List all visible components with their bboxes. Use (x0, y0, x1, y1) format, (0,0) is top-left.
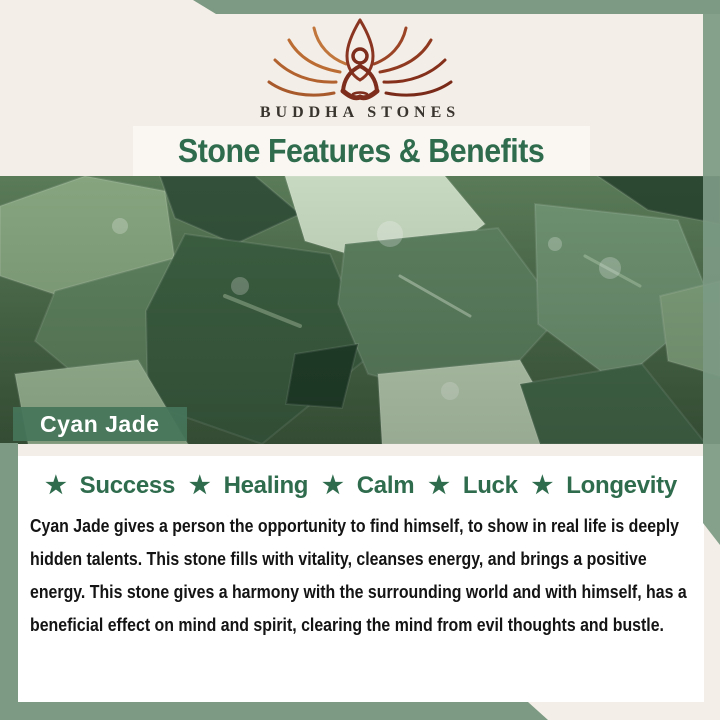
section-title-banner (133, 126, 590, 176)
stone-name-text: Cyan Jade (40, 410, 160, 437)
brand-name: BUDDHA STONES (259, 104, 461, 121)
star-icon: ★ (189, 472, 211, 499)
brand-header (0, 16, 720, 122)
page-title: Stone Features & Benefits (178, 132, 545, 169)
stones-photo (0, 176, 720, 444)
jade-stones-illustration (0, 176, 720, 444)
benefit-label: Longevity (559, 472, 677, 499)
star-icon: ★ (531, 472, 553, 499)
benefit-label: Success (73, 472, 175, 499)
benefits-line (18, 471, 704, 500)
benefit-label: Luck (456, 472, 518, 499)
star-icon: ★ (45, 472, 67, 499)
stone-name-label (13, 407, 187, 441)
star-icon: ★ (428, 472, 450, 499)
benefit-label: Healing (217, 472, 309, 499)
content-panel (18, 456, 704, 702)
frame-ribbon-top (0, 0, 720, 14)
stone-description: Cyan Jade gives a person the opportunity to find himself, to show in real life is deeply hidden talents. This stone fills with vitality, cleanses energy, and brings a positive energy. This stone gives a harmony with the surrounding world and with himself, has a beneficial effect on mind and spirit, clearing the mind from evil thoughts and bustle. (30, 515, 687, 635)
frame-ribbon-right (703, 0, 720, 545)
frame-ribbon-left (0, 443, 18, 720)
star-icon: ★ (322, 472, 344, 499)
frame-ribbon-bottom (0, 702, 548, 720)
lotus-meditation-icon (255, 16, 465, 102)
benefit-label: Calm (350, 472, 415, 499)
